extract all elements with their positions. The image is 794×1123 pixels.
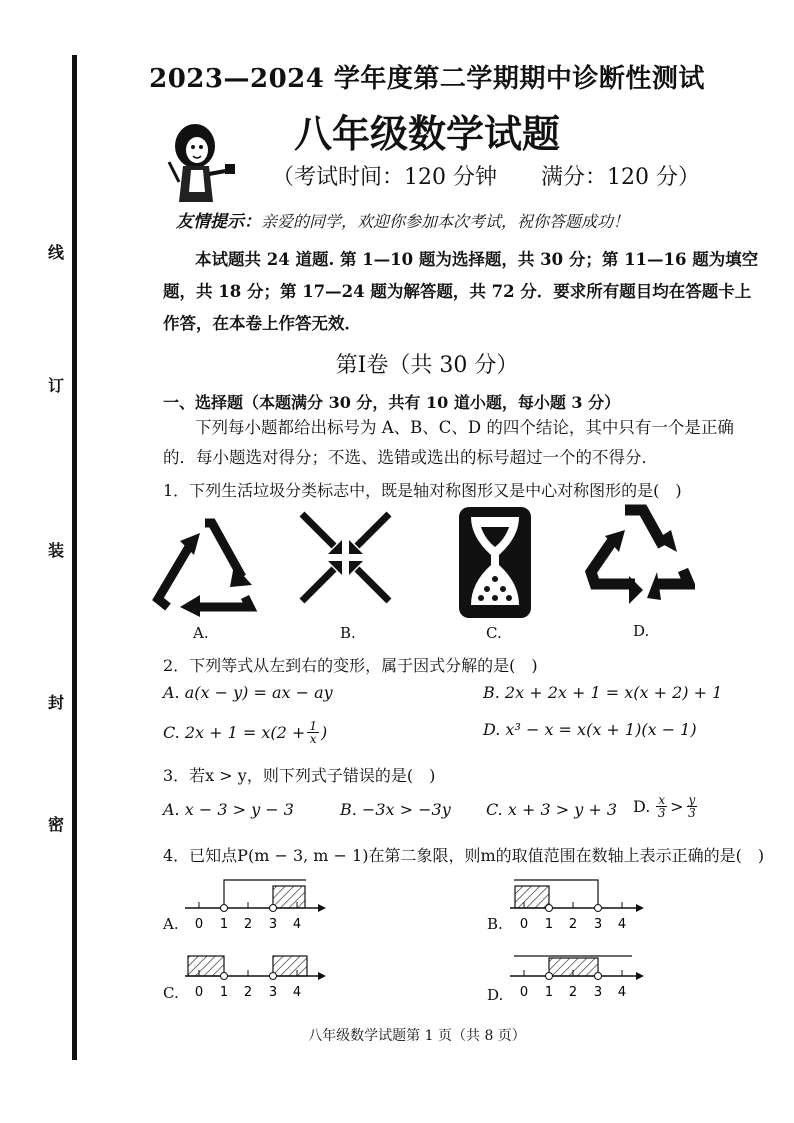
q4-c-tick-4: 4: [292, 985, 302, 1000]
q1-label-b: B.: [340, 624, 356, 642]
q4-a-tick-4: 4: [292, 917, 302, 932]
exam-title: 2023—2024 学年度第二学期期中诊断性测试: [149, 64, 705, 94]
binding-char-zhuang: 装: [48, 541, 65, 560]
q4-c-tick-0: 0: [194, 985, 204, 1000]
q2-c-prefix: C. 2x + 1 = x(2 +: [163, 723, 306, 742]
q2-c-denominator: x: [309, 732, 317, 746]
q4-b-tick-2: 2: [568, 917, 578, 932]
q3-d-label: D.: [633, 797, 651, 816]
q4-b-tick-0: 0: [519, 917, 529, 932]
q3-option-a: A. x − 3 > y − 3: [163, 800, 294, 819]
section-heading: 一、选择题（本题满分 30 分，共有 10 道小题，每小题 3 分）: [163, 393, 621, 412]
q4-a-tick-1: 1: [219, 917, 229, 932]
q4-d-tick-0: 0: [519, 985, 529, 1000]
q3-d-right-den: 3: [688, 806, 696, 820]
exam-info: （考试时间：120 分钟 满分：120 分）: [272, 165, 700, 190]
q3-d-left-den: 3: [657, 806, 666, 820]
question-4-stem: 4．已知点P(m − 3, m − 1)在第二象限，则m的取值范围在数轴上表示正确的是( ): [163, 846, 765, 865]
q4-d-tick-3: 3: [593, 985, 603, 1000]
q4-b-tick-4: 4: [617, 917, 627, 932]
q3-d-left-num: x: [658, 793, 666, 807]
q4-number-line-d: [510, 956, 644, 1000]
q3-option-b: B. −3x > −3y: [340, 800, 451, 819]
q3-d-operator: >: [670, 797, 684, 816]
q3-option-c: C. x + 3 > y + 3: [486, 800, 617, 819]
q4-label-c: C.: [163, 984, 179, 1002]
q4-label-a: A.: [163, 915, 179, 933]
q4-a-tick-3: 3: [268, 917, 278, 932]
question-3-stem: 3．若x > y，则下列式子错误的是( ): [163, 766, 436, 785]
q1-label-a: A.: [193, 624, 209, 642]
q3-d-right-num: y: [688, 793, 696, 807]
tip-text: 亲爱的同学，欢迎你参加本次考试，祝你答题成功！: [261, 212, 630, 231]
binding-char-mi: 密: [48, 815, 65, 834]
binding-char-feng: 封: [48, 693, 65, 712]
binding-char-xian: 线: [48, 243, 65, 262]
q4-number-line-a: [185, 880, 326, 932]
q4-d-tick-1: 1: [544, 985, 554, 1000]
section-title: 第Ⅰ卷（共 30 分）: [335, 353, 519, 378]
q4-d-tick-4: 4: [617, 985, 627, 1000]
section-description: 下列每小题都给出标号为 A、B、C、D 的四个结论，其中只有一个是正确的．每小题选对得分；不选、选错或选出的标号超过一个的不得分．: [163, 418, 734, 467]
q2-c-suffix: ): [320, 723, 328, 742]
question-1-stem: 1．下列生活垃圾分类标志中，既是轴对称图形又是中心对称图形的是( ): [163, 481, 682, 500]
q4-b-tick-3: 3: [593, 917, 603, 932]
q4-c-tick-3: 3: [268, 985, 278, 1000]
q2-option-a: A. a(x − y) = ax − ay: [163, 683, 333, 702]
q2-option-d: D. x³ − x = x(x + 1)(x − 1): [483, 720, 697, 739]
question-2-stem: 2．下列等式从左到右的变形，属于因式分解的是( ): [163, 656, 538, 675]
q4-label-b: B.: [487, 915, 503, 933]
q4-label-d: D.: [487, 986, 504, 1004]
q4-a-tick-2: 2: [243, 917, 253, 932]
q1-label-c: C.: [486, 624, 502, 642]
q4-a-tick-0: 0: [194, 917, 204, 932]
tip-label: 友情提示：: [176, 212, 261, 232]
binding-char-ding: 订: [48, 376, 65, 395]
q2-c-numerator: 1: [309, 719, 317, 733]
q1-label-d: D.: [633, 622, 650, 640]
page-footer: 八年级数学试题第 1 页（共 8 页）: [308, 1028, 526, 1044]
q4-b-tick-1: 1: [544, 917, 554, 932]
q4-c-tick-2: 2: [243, 985, 253, 1000]
q2-option-b: B. 2x + 2x + 1 = x(x + 2) + 1: [483, 683, 723, 702]
q4-d-tick-2: 2: [568, 985, 578, 1000]
q4-c-tick-1: 1: [219, 985, 229, 1000]
instructions: 本试题共 24 道题. 第 1—10 题为选择题，共 30 分；第 11—16 题为填空题，共 18 分；第 17—24 题为解答题，共 72 分．要求所有题目均在答题卡上作答，在本卷上作答无效．: [163, 250, 759, 333]
q4-number-line-c: [185, 956, 326, 1000]
paper-title: 八年级数学试题: [293, 111, 560, 156]
q4-number-line-b: [510, 880, 644, 932]
